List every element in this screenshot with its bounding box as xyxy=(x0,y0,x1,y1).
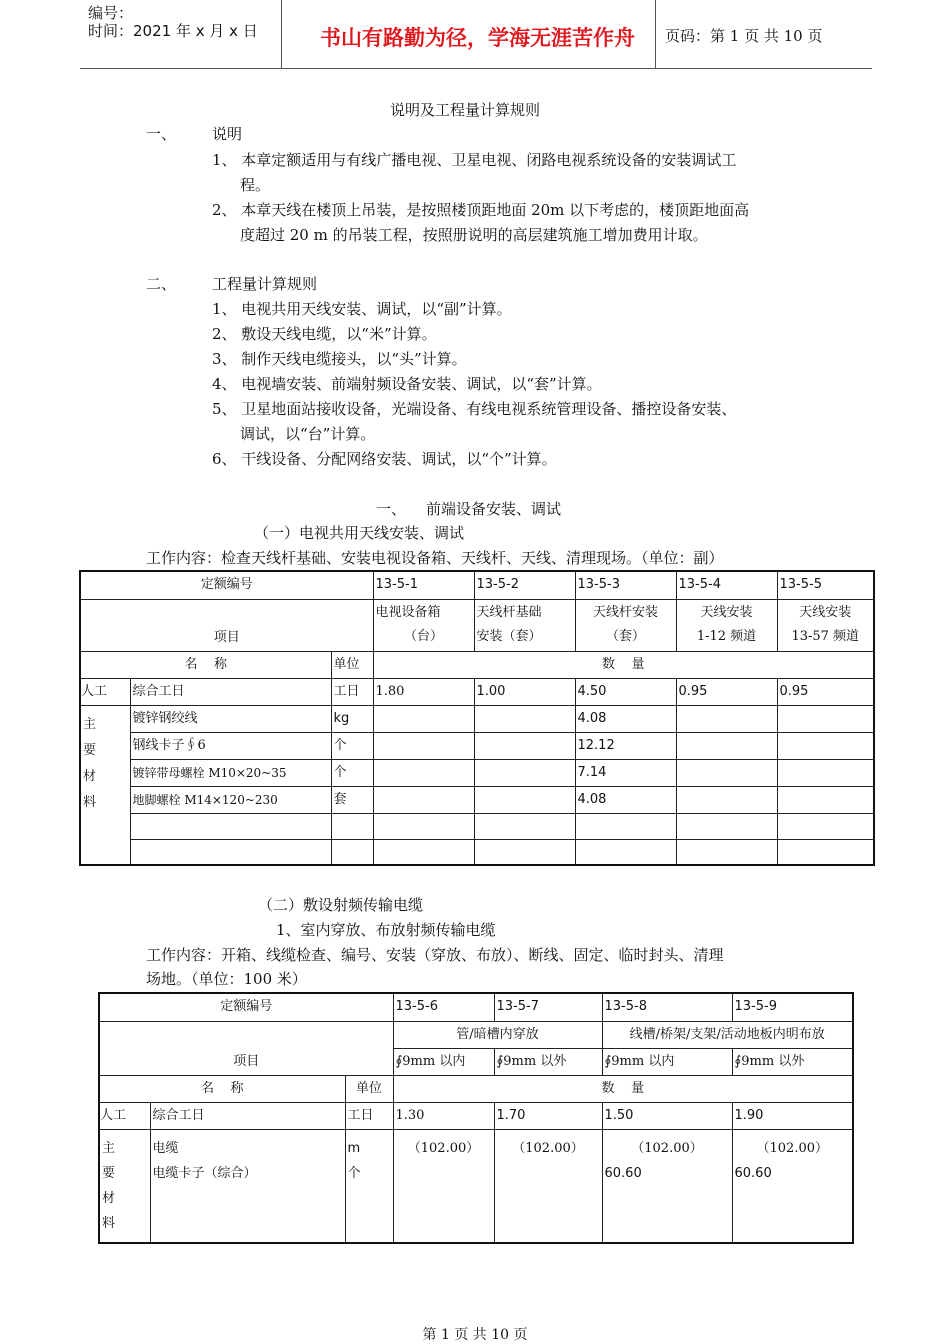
section2-item: 调试，以“台”计算。 xyxy=(240,425,376,443)
empty-cell xyxy=(130,813,331,839)
empty-cell xyxy=(676,786,777,813)
empty-cell xyxy=(130,839,331,865)
empty-cell xyxy=(777,813,874,839)
material-units xyxy=(345,1129,393,1243)
empty-cell xyxy=(474,705,575,732)
material-name: 镀锌带母螺栓 M10×20~35 xyxy=(130,759,331,786)
material-category-char: 主 xyxy=(102,1140,116,1156)
item-line: 13-57 频道 xyxy=(791,628,860,644)
subsection1-title: （一）电视共用天线安装、调试 xyxy=(254,524,465,542)
labor-unit: 工日 xyxy=(331,678,373,705)
labor-value: 1.70 xyxy=(494,1102,602,1129)
labor-value: 1.00 xyxy=(474,678,575,705)
material-unit: m xyxy=(347,1140,361,1156)
unit-label-cell: 单位 xyxy=(345,1075,393,1102)
item-cell: ∮9mm 以内 xyxy=(602,1048,732,1075)
clip-value: 60.60 xyxy=(734,1165,772,1181)
quota-code: 13-5-2 xyxy=(474,571,575,599)
part1-title: 前端设备安装、调试 xyxy=(426,500,562,518)
cable-value: （102.00） xyxy=(407,1140,480,1156)
quota-code: 13-5-8 xyxy=(602,993,732,1021)
section2-item: 5、 卫星地面站接收设备，光端设备、有线电视系统管理设备、播控设备安装、 xyxy=(212,400,737,418)
cable-value: （102.00） xyxy=(631,1140,703,1156)
empty-cell xyxy=(777,759,874,786)
labor-value: 1.80 xyxy=(373,678,474,705)
item-line: （套） xyxy=(605,628,645,644)
labor-value: 0.95 xyxy=(676,678,777,705)
part1-number: 一、 xyxy=(376,500,407,518)
work-content-2: 工作内容：开箱、线缆检查、编号、安装（穿放、布放）、断线、固定、临时封头、清理 xyxy=(146,946,724,964)
empty-cell xyxy=(474,759,575,786)
group-header: 管/暗槽内穿放 xyxy=(393,1021,602,1048)
section2-item: 2、 敷设天线电缆，以“米”计算。 xyxy=(212,325,437,343)
name-label-cell: 名 称 xyxy=(80,651,331,678)
empty-cell xyxy=(331,813,373,839)
labor-value: 1.30 xyxy=(393,1102,494,1129)
material-unit: 个 xyxy=(331,732,373,759)
empty-cell xyxy=(474,813,575,839)
empty-cell xyxy=(777,705,874,732)
section2-item: 4、 电视墙安装、前端射频设备安装、调试，以“套”计算。 xyxy=(212,375,602,393)
quota-table-2 xyxy=(98,992,854,1244)
item-line: 安装（套） xyxy=(476,628,542,644)
section1-title: 说明 xyxy=(212,125,243,143)
empty-cell xyxy=(676,813,777,839)
labor-value: 0.95 xyxy=(777,678,874,705)
empty-cell xyxy=(474,839,575,865)
quota-code: 13-5-7 xyxy=(494,993,602,1021)
empty-cell xyxy=(676,839,777,865)
cable-value: （102.00） xyxy=(756,1140,828,1156)
time-label: 时间：2021 年 x 月 x 日 xyxy=(88,22,258,40)
item-cell xyxy=(575,599,676,651)
labor-category: 人工 xyxy=(99,1102,150,1129)
work-content-2: 场地。（单位：100 米） xyxy=(146,970,307,988)
section1-number: 一、 xyxy=(146,125,177,143)
empty-cell xyxy=(373,759,474,786)
material-values xyxy=(393,1129,494,1243)
labor-value: 1.50 xyxy=(602,1102,732,1129)
section2-item: 3、 制作天线电缆接头，以“头”计算。 xyxy=(212,350,467,368)
material-category-char: 要 xyxy=(83,742,97,758)
material-unit: 个 xyxy=(347,1165,361,1181)
material-value: 4.08 xyxy=(575,786,676,813)
material-names xyxy=(150,1129,345,1243)
empty-cell xyxy=(676,759,777,786)
material-category xyxy=(99,1129,150,1243)
quota-label-cell: 定额编号 xyxy=(80,571,373,599)
material-name: 钢线卡子∮6 xyxy=(130,732,331,759)
section1-item: 2、 本章天线在楼顶上吊装，是按照楼顶距地面 20m 以下考虑的，楼顶距地面高 xyxy=(212,201,750,219)
item-cell xyxy=(474,599,575,651)
page-header xyxy=(80,0,872,69)
item-line: 天线安装 xyxy=(799,604,852,620)
item-cell: ∮9mm 以外 xyxy=(732,1048,853,1075)
page-footer: 第 1 页 共 10 页 xyxy=(422,1327,528,1343)
labor-value: 1.90 xyxy=(732,1102,853,1129)
group-header: 线槽/桥架/支架/活动地板内明布放 xyxy=(602,1021,853,1048)
empty-cell xyxy=(373,705,474,732)
empty-cell xyxy=(575,813,676,839)
quota-label-cell: 定额编号 xyxy=(99,993,393,1021)
empty-cell xyxy=(331,839,373,865)
empty-cell xyxy=(373,839,474,865)
empty-cell xyxy=(777,786,874,813)
cable-value: （102.00） xyxy=(512,1140,584,1156)
material-category-char: 料 xyxy=(83,794,97,810)
section2-title: 工程量计算规则 xyxy=(212,275,318,293)
empty-cell xyxy=(373,813,474,839)
labor-value: 4.50 xyxy=(575,678,676,705)
labor-category: 人工 xyxy=(80,678,130,705)
quota-code: 13-5-4 xyxy=(676,571,777,599)
material-values xyxy=(602,1129,732,1243)
material-category xyxy=(80,705,130,865)
material-unit: kg xyxy=(331,705,373,732)
work-content-1: 工作内容：检查天线杆基础、安装电视设备箱、天线杆、天线、清理现场。（单位：副） xyxy=(146,549,724,567)
empty-cell xyxy=(474,732,575,759)
header-meta xyxy=(88,4,258,40)
empty-cell xyxy=(373,786,474,813)
header-motto: 书山有路勤为径，学海无涯苦作舟 xyxy=(320,26,635,50)
item-line: 电视设备箱 xyxy=(375,604,441,620)
header-page-info: 页码：第 1 页 共 10 页 xyxy=(665,27,823,45)
material-value: 7.14 xyxy=(575,759,676,786)
item-line: 天线安装 xyxy=(700,604,753,620)
quota-code: 13-5-3 xyxy=(575,571,676,599)
quota-table-1 xyxy=(79,570,875,866)
qty-label-cell: 数 量 xyxy=(393,1075,853,1102)
subsection2-title: （二）敷设射频传输电缆 xyxy=(258,896,424,914)
item-cell xyxy=(676,599,777,651)
item-cell: ∮9mm 以外 xyxy=(494,1048,602,1075)
item-cell xyxy=(777,599,874,651)
empty-cell xyxy=(575,839,676,865)
item-label-cell: 项目 xyxy=(99,1021,393,1075)
clip-value: 60.60 xyxy=(604,1165,642,1181)
item-cell xyxy=(373,599,474,651)
section1-item: 度超过 20 m 的吊装工程，按照册说明的高层建筑施工增加费用计取。 xyxy=(240,226,708,244)
section2-item: 6、 干线设备、分配网络安装、调试，以“个”计算。 xyxy=(212,450,557,468)
material-values xyxy=(732,1129,853,1243)
material-category-char: 料 xyxy=(102,1215,116,1231)
labor-name: 综合工日 xyxy=(150,1102,345,1129)
empty-cell xyxy=(474,786,575,813)
doc-title: 说明及工程量计算规则 xyxy=(390,101,541,119)
empty-cell xyxy=(777,732,874,759)
material-name: 镀锌钢绞线 xyxy=(130,705,331,732)
quota-code: 13-5-5 xyxy=(777,571,874,599)
item-line: 1-12 频道 xyxy=(696,628,757,644)
empty-cell xyxy=(373,732,474,759)
header-divider xyxy=(281,0,282,68)
material-unit: 套 xyxy=(331,786,373,813)
quota-code: 13-5-9 xyxy=(732,993,853,1021)
item-line: 天线杆安装 xyxy=(592,604,658,620)
number-label: 编号： xyxy=(88,4,134,22)
material-category-char: 要 xyxy=(102,1165,116,1181)
material-value: 12.12 xyxy=(575,732,676,759)
material-name: 电缆 xyxy=(152,1140,179,1156)
section1-item: 1、 本章定额适用与有线广播电视、卫星电视、闭路电视系统设备的安装调试工 xyxy=(212,151,737,169)
item-cell: ∮9mm 以内 xyxy=(393,1048,494,1075)
material-category-char: 主 xyxy=(83,716,97,732)
empty-cell xyxy=(777,839,874,865)
item-line: 天线杆基础 xyxy=(476,604,542,620)
item-label-cell: 项目 xyxy=(80,599,373,651)
name-label-cell: 名 称 xyxy=(99,1075,345,1102)
quota-code: 13-5-6 xyxy=(393,993,494,1021)
labor-name: 综合工日 xyxy=(130,678,331,705)
item-line: （台） xyxy=(403,628,443,644)
material-name: 电缆卡子（综合） xyxy=(152,1165,257,1181)
material-name: 地脚螺栓 M14×120~230 xyxy=(130,786,331,813)
empty-cell xyxy=(676,705,777,732)
section1-item: 程。 xyxy=(240,176,271,194)
header-divider xyxy=(655,0,656,68)
material-unit: 个 xyxy=(331,759,373,786)
section2-item: 1、 电视共用天线安装、调试，以“副”计算。 xyxy=(212,300,512,318)
material-category-char: 材 xyxy=(102,1190,116,1206)
material-category-char: 材 xyxy=(83,768,97,784)
section2-number: 二、 xyxy=(146,275,177,293)
material-values xyxy=(494,1129,602,1243)
empty-cell xyxy=(676,732,777,759)
unit-label-cell: 单位 xyxy=(331,651,373,678)
material-value: 4.08 xyxy=(575,705,676,732)
labor-unit: 工日 xyxy=(345,1102,393,1129)
subsection2-item: 1、室内穿放、布放射频传输电缆 xyxy=(276,921,496,939)
qty-label-cell: 数 量 xyxy=(373,651,874,678)
quota-code: 13-5-1 xyxy=(373,571,474,599)
